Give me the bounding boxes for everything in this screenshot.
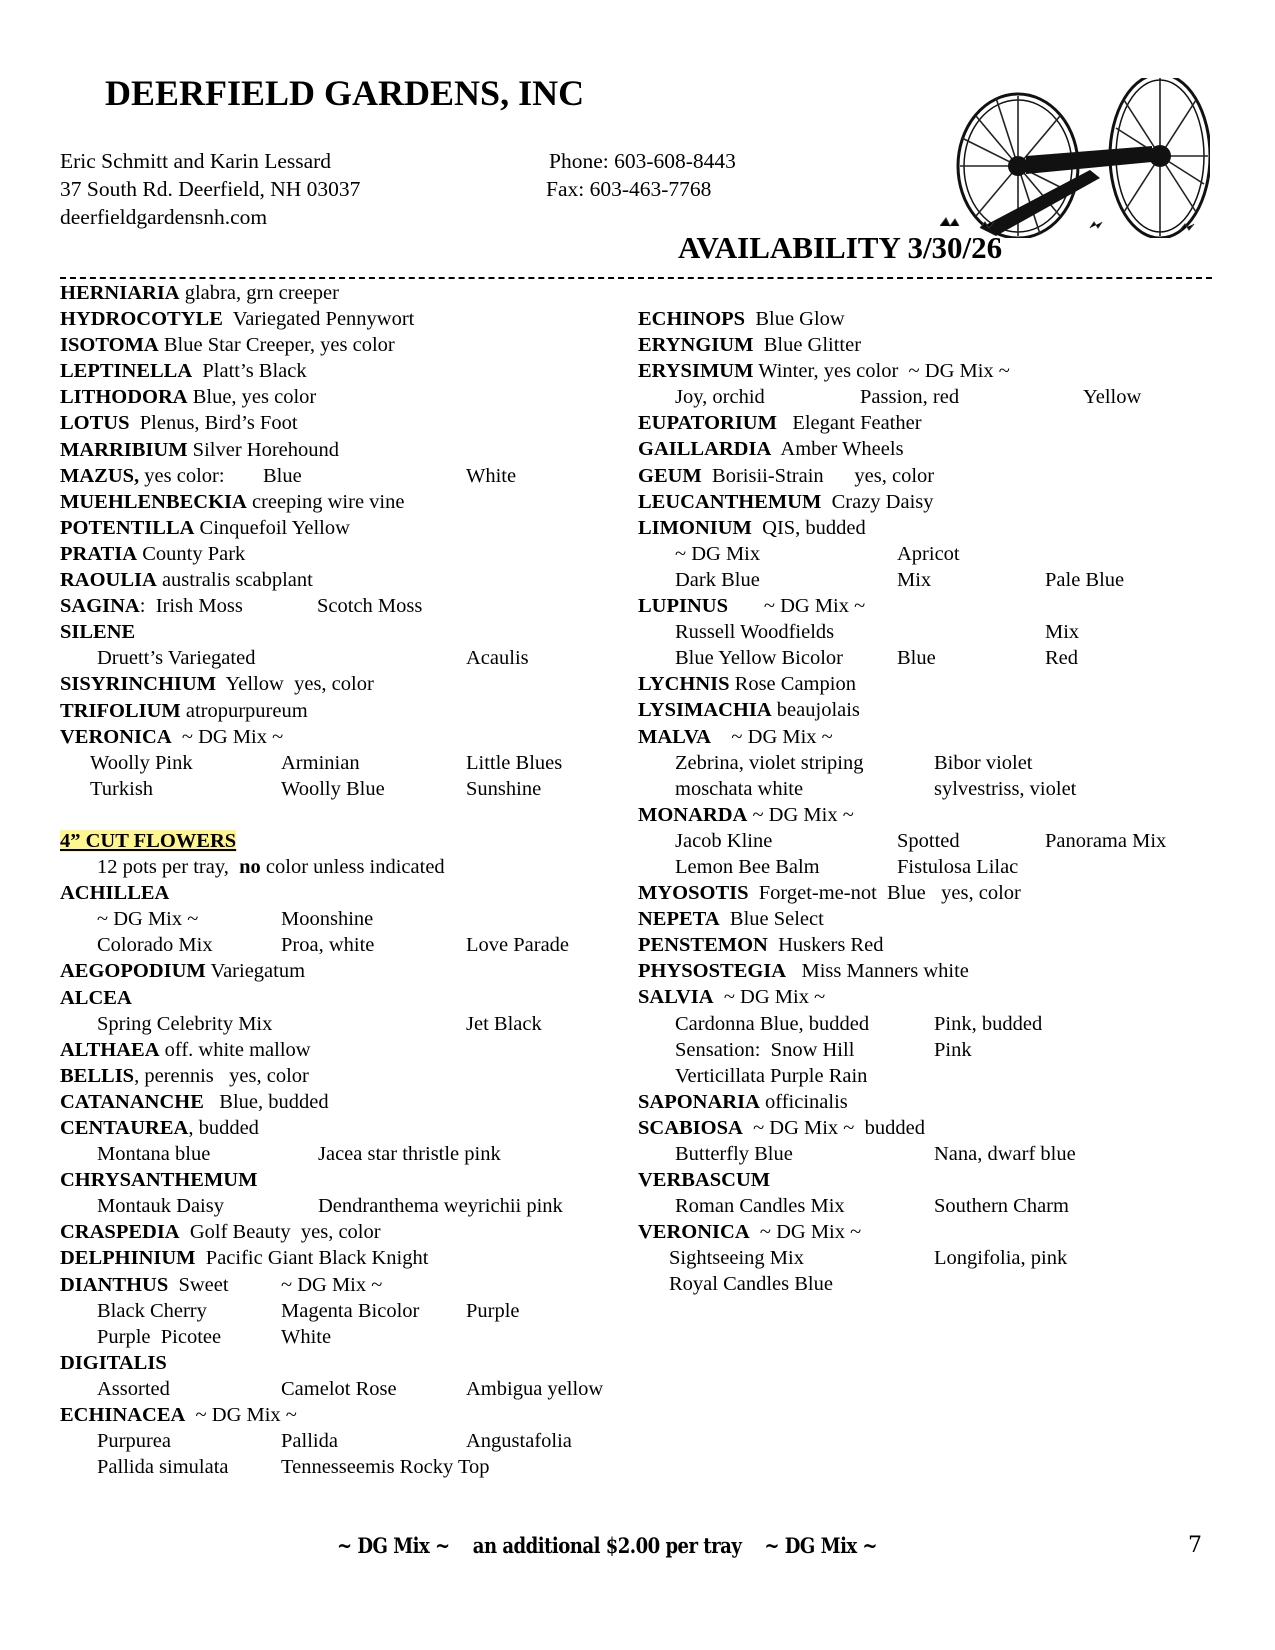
variety: Colorado Mix [97,934,213,957]
list-item [60,776,620,802]
variety: Camelot Rose [281,1377,397,1400]
list-item [638,984,1218,1010]
variety: Verticillata Purple Rain [675,1064,868,1087]
list-item [60,645,620,671]
list-item [638,828,1218,854]
variety: moschata white [675,777,804,800]
plant-desc: Blue Glow [745,308,845,330]
list-item [60,724,620,750]
list-item [638,1271,1218,1297]
variety: Purpurea [97,1430,172,1453]
variety: Little Blues [466,751,563,774]
list-item [60,1219,620,1245]
plant-desc: Elegant Feather [776,412,922,435]
variety: Roman Candles Mix [675,1195,845,1218]
plant-desc: officinalis [759,1090,848,1113]
plant-genus: TRIFOLIUM [60,699,181,722]
plant-desc: Winter, yes color ~ DG Mix ~ [753,360,1010,383]
variety: Black Cherry [97,1299,207,1322]
plant-desc: Huskers Red [767,934,884,957]
plant-desc: Variegatum [205,960,306,983]
plant-genus: MALVA [638,725,711,748]
variety: Mix [1045,621,1080,644]
list-item [638,880,1218,906]
list-item [60,1193,620,1219]
list-item [638,750,1218,776]
variety: Red [1045,647,1079,670]
variety: Jacea star thristle pink [318,1143,501,1166]
plant-genus: GAILLARDIA [638,438,772,461]
plant-desc: , budded [188,1117,259,1139]
plant-desc: ~ DG Mix ~ [710,725,833,748]
variety: Turkish [90,777,154,800]
plant-desc: Platt’s Black [192,360,307,383]
plant-desc: Miss Manners white [786,960,969,983]
variety: Dark Blue [675,568,760,591]
plant-genus: MUEHLENBECKIA [60,490,247,513]
variety: Proa, white [281,934,375,957]
axle-icon [1026,146,1152,174]
owners: Eric Schmitt and Karin Lessard [60,149,332,173]
list-item [638,541,1218,567]
contact-block [60,147,360,231]
variety: Fistulosa Lilac [897,855,1019,878]
plant-genus: NEPETA [638,908,720,931]
plant-desc: Pacific Giant Black Knight [195,1247,429,1270]
section-heading-cut-flowers: 4” CUT FLOWERS [60,829,237,852]
list-item [638,436,1218,462]
list-item [60,358,620,384]
plant-genus: MAZUS, [60,464,140,487]
list-item [60,985,620,1011]
left-column [60,280,620,1480]
dashed-divider [60,277,1212,279]
variety: Pale Blue [1045,568,1125,591]
plant-genus: CHRYSANTHEMUM [60,1169,258,1192]
plant-desc: : Irish Moss [139,595,243,618]
variety: Yellow [1083,386,1142,409]
plant-genus: RAOULIA [60,569,157,592]
list-item [638,958,1218,984]
variety: Lemon Bee Balm [675,855,820,878]
list-item [60,619,620,645]
variety: Magenta Bicolor [281,1299,420,1322]
plant-genus: LYCHNIS [638,673,730,696]
list-item [638,1037,1218,1063]
variety: Zebrina, violet striping [675,751,864,774]
variety: Angustafolia [466,1430,572,1453]
variety: ~ DG Mix ~ [281,1273,383,1296]
plant-genus: LIMONIUM [638,516,752,539]
list-item [60,1063,620,1089]
plant-desc: ~ DG Mix ~ [185,1404,297,1427]
variety: Druett’s Variegated [97,647,256,670]
variety: Royal Candles Blue [669,1273,833,1296]
list-item [60,1037,620,1063]
plant-desc: Crazy Daisy [821,490,934,513]
variety: Panorama Mix [1045,829,1167,852]
plant-genus: ECHINOPS [638,308,746,330]
variety: Pink, budded [934,1012,1043,1035]
plant-genus: MYOSOTIS [638,882,749,905]
variety: Blue [263,464,302,487]
plant-desc: Cinquefoil Yellow [194,516,350,539]
plant-desc: Sweet [168,1273,229,1296]
plant-genus: LYSIMACHIA [638,699,772,722]
list-item [638,932,1218,958]
list-item [60,1141,620,1167]
list-item [638,593,1218,619]
list-item [60,958,620,984]
variety: Arminian [281,751,360,774]
list-item [638,802,1218,828]
list-item [60,463,620,489]
list-item [60,1167,620,1193]
variety: Blue Yellow Bicolor [675,647,843,670]
variety: Purple [466,1299,520,1322]
plant-desc: ~ DG Mix ~ [171,725,284,748]
list-item [60,1402,620,1428]
list-item [60,1245,620,1271]
plant-genus: LOTUS [60,412,130,435]
plant-genus: AEGOPODIUM [60,960,206,983]
list-item [638,645,1218,671]
plant-desc: Plenus, Bird’s Foot [129,412,298,435]
list-item [638,697,1218,723]
variety: Sensation: Snow Hill [675,1038,855,1061]
list-item [60,932,620,958]
variety: White [466,464,517,487]
list-item [60,1115,620,1141]
address: 37 South Rd. Deerfield, NH 03037 [60,177,361,201]
plant-desc: Blue Star Creeper, yes color [158,334,395,357]
variety: Ambigua yellow [466,1377,604,1400]
plant-genus: BELLIS [60,1064,135,1087]
list-item [60,1350,620,1376]
variety: Montauk Daisy [97,1195,224,1218]
plant-genus: SALVIA [638,986,714,1009]
plant-desc: Forget-me-not Blue yes, color [748,882,1021,905]
list-item [60,906,620,932]
plant-desc: Borisii-Strain yes, color [701,464,935,487]
plant-genus: SAGINA [60,595,140,618]
list-item [638,1063,1218,1089]
plant-genus: CRASPEDIA [60,1221,180,1244]
plant-genus: VERONICA [60,725,172,748]
variety: Southern Charm [934,1195,1069,1218]
plant-desc: australis scabplant [156,569,313,592]
list-item [638,384,1218,410]
plant-genus: POTENTILLA [60,516,195,539]
plant-desc: ~ DG Mix ~ budded [742,1116,926,1139]
plant-desc: , perennis yes, color [134,1064,309,1087]
plant-genus: ACHILLEA [60,882,170,905]
list-item [638,1219,1218,1245]
variety: Mix [897,568,932,591]
plant-genus: DELPHINIUM [60,1247,196,1270]
variety: Blue [897,647,936,670]
variety: Sightseeing Mix [669,1247,804,1270]
plant-genus: MONARDA [638,803,748,826]
plant-desc: Blue, yes color [187,386,317,409]
plant-desc: Silver Horehound [187,438,339,461]
note-emphasis: no [239,856,261,879]
plant-genus: CENTAUREA [60,1117,189,1139]
list-item [60,880,620,906]
list-item [638,1167,1218,1193]
list-item [60,1272,620,1298]
plant-genus: MARRIBIUM [60,438,188,461]
list-item [60,489,620,515]
plant-genus: LEUCANTHEMUM [638,490,822,513]
variety: Pallida [281,1430,338,1453]
plant-desc: Golf Beauty yes, color [179,1221,381,1244]
variety: Passion, red [860,386,960,409]
list-item [60,515,620,541]
list-item [638,1011,1218,1037]
list-item [638,306,1218,332]
list-item [638,671,1218,697]
list-item [60,541,620,567]
variety: Pink [934,1038,972,1061]
plant-genus: CATANANCHE [60,1090,204,1113]
list-item [60,1324,620,1350]
list-item [638,463,1218,489]
variety: Montana blue [97,1143,211,1166]
list-item [60,1376,620,1402]
note-text: 12 pots per tray, [97,856,240,879]
list-item [638,489,1218,515]
section-note [60,854,620,880]
variety: ~ DG Mix ~ [97,908,199,931]
plant-genus: VERBASCUM [638,1169,771,1192]
page-number: 7 [1188,1533,1202,1558]
plant-genus: HYDROCOTYLE [60,308,223,331]
variety: Woolly Pink [90,751,193,774]
variety: Apricot [897,542,960,565]
list-item [638,906,1218,932]
plant-genus: ISOTOMA [60,334,159,357]
plant-desc: Rose Campion [729,673,856,696]
variety: Acaulis [466,647,529,670]
list-item [638,410,1218,436]
plant-desc: creeping wire vine [246,490,405,513]
variety: Dendranthema weyrichii pink [318,1195,563,1218]
plant-genus: PENSTEMON [638,934,768,957]
variety: Spotted [897,829,960,852]
plant-genus: DIGITALIS [60,1351,167,1374]
variety: Assorted [97,1377,170,1400]
variety: Nana, dwarf blue [934,1143,1076,1165]
list-item [60,750,620,776]
plant-genus: SCABIOSA [638,1116,743,1139]
list-item [60,593,620,619]
plant-genus: LUPINUS [638,595,728,618]
plant-desc: Yellow yes, color [216,673,374,696]
website-link[interactable]: deerfieldgardensnh.com [60,205,268,229]
plant-desc: Amber Wheels [771,438,904,461]
list-item [638,1193,1218,1219]
list-item [638,332,1218,358]
list-item [60,671,620,697]
variety: Purple Picotee [97,1325,222,1348]
list-item [60,567,620,593]
variety: Russell Woodfields [675,621,835,644]
plant-genus: ERYNGIUM [638,334,754,357]
fax: Fax: 603-463-7768 [546,177,712,201]
plant-genus: EUPATORIUM [638,412,777,435]
plant-genus: LITHODORA [60,386,188,409]
plant-desc: QIS, budded [751,516,866,539]
list-item [60,1428,620,1454]
plant-genus: ECHINACEA [60,1404,186,1427]
right-column [638,306,1218,1298]
list-item [638,358,1218,384]
plant-genus: SISYRINCHIUM [60,673,217,696]
list-item [60,1089,620,1115]
plant-genus: ALTHAEA [60,1038,160,1061]
section-heading-row [60,828,620,854]
variety: Moonshine [281,908,374,931]
plant-genus: SAPONARIA [638,1090,760,1113]
variety: Scotch Moss [317,595,423,618]
variety: Woolly Blue [281,777,385,800]
company-title: DEERFIELD GARDENS, INC [105,73,585,113]
variety: White [281,1325,332,1348]
variety: Jet Black [466,1012,542,1035]
list-item [638,515,1218,541]
plant-desc: off. white mallow [159,1038,311,1061]
list-item [60,1454,620,1480]
availability-heading: AVAILABILITY 3/30/26 [678,230,1003,265]
list-item [638,854,1218,880]
plant-genus: GEUM [638,464,702,487]
list-item [60,1011,620,1037]
plant-desc: yes color: [139,464,225,487]
wagon-wheels-logo [940,78,1210,238]
plant-genus: ERYSIMUM [638,360,754,383]
plant-desc: ~ DG Mix ~ [713,986,826,1009]
list-item [60,1298,620,1324]
plant-genus: HERNIARIA [60,282,180,304]
variety: Jacob Kline [675,829,773,852]
variety: Tennesseemis Rocky Top [281,1456,490,1479]
plant-desc: Blue Select [719,908,824,931]
list-item [638,567,1218,593]
plant-desc: ~ DG Mix ~ [728,595,866,618]
plant-desc: Blue Glitter [753,334,862,357]
list-item [638,1141,1218,1167]
variety: Joy, orchid [675,386,765,409]
variety: Longifolia, pink [934,1247,1068,1270]
variety: Spring Celebrity Mix [97,1012,273,1035]
phone-fax-block [546,147,736,203]
phone: Phone: 603-608-8443 [549,149,736,173]
plant-desc: County Park [137,542,246,565]
variety: Sunshine [466,777,542,800]
plant-desc: ~ DG Mix ~ [749,1221,862,1244]
list-item [60,437,620,463]
plant-genus: PHYSOSTEGIA [638,960,787,983]
list-item [60,384,620,410]
plant-genus: ALCEA [60,986,132,1009]
plant-genus: SILENE [60,621,136,644]
plant-desc: glabra, grn creeper [179,282,339,304]
plant-genus: DIANTHUS [60,1273,169,1296]
plant-desc: Blue, budded [203,1090,329,1113]
plant-desc: atropurpureum [180,699,308,722]
variety: Cardonna Blue, budded [675,1012,870,1035]
plant-desc: beaujolais [771,699,860,722]
list-item [638,1115,1218,1141]
list-item [638,1089,1218,1115]
list-item [60,698,620,724]
list-item [60,410,620,436]
list-item [60,332,620,358]
list-item [60,306,620,332]
variety: Love Parade [466,934,570,957]
list-item [60,280,620,306]
note-text: color unless indicated [260,856,445,879]
plant-genus: LEPTINELLA [60,360,193,383]
plant-desc: Variegated Pennywort [222,308,415,331]
list-item [638,1245,1218,1271]
list-item [638,619,1218,645]
variety: Butterfly Blue [675,1143,793,1165]
variety: sylvestriss, violet [934,777,1077,800]
plant-genus: VERONICA [638,1221,750,1244]
variety: ~ DG Mix [675,542,761,565]
plant-genus: PRATIA [60,542,138,565]
footer-note: ~ DG Mix ~ an additional $2.00 per tray ~ DG Mix ~ [337,1533,878,1558]
variety: Bibor violet [934,751,1033,774]
list-item [638,776,1218,802]
plant-desc: ~ DG Mix ~ [747,803,854,826]
variety: Pallida simulata [97,1456,229,1479]
list-item [638,724,1218,750]
